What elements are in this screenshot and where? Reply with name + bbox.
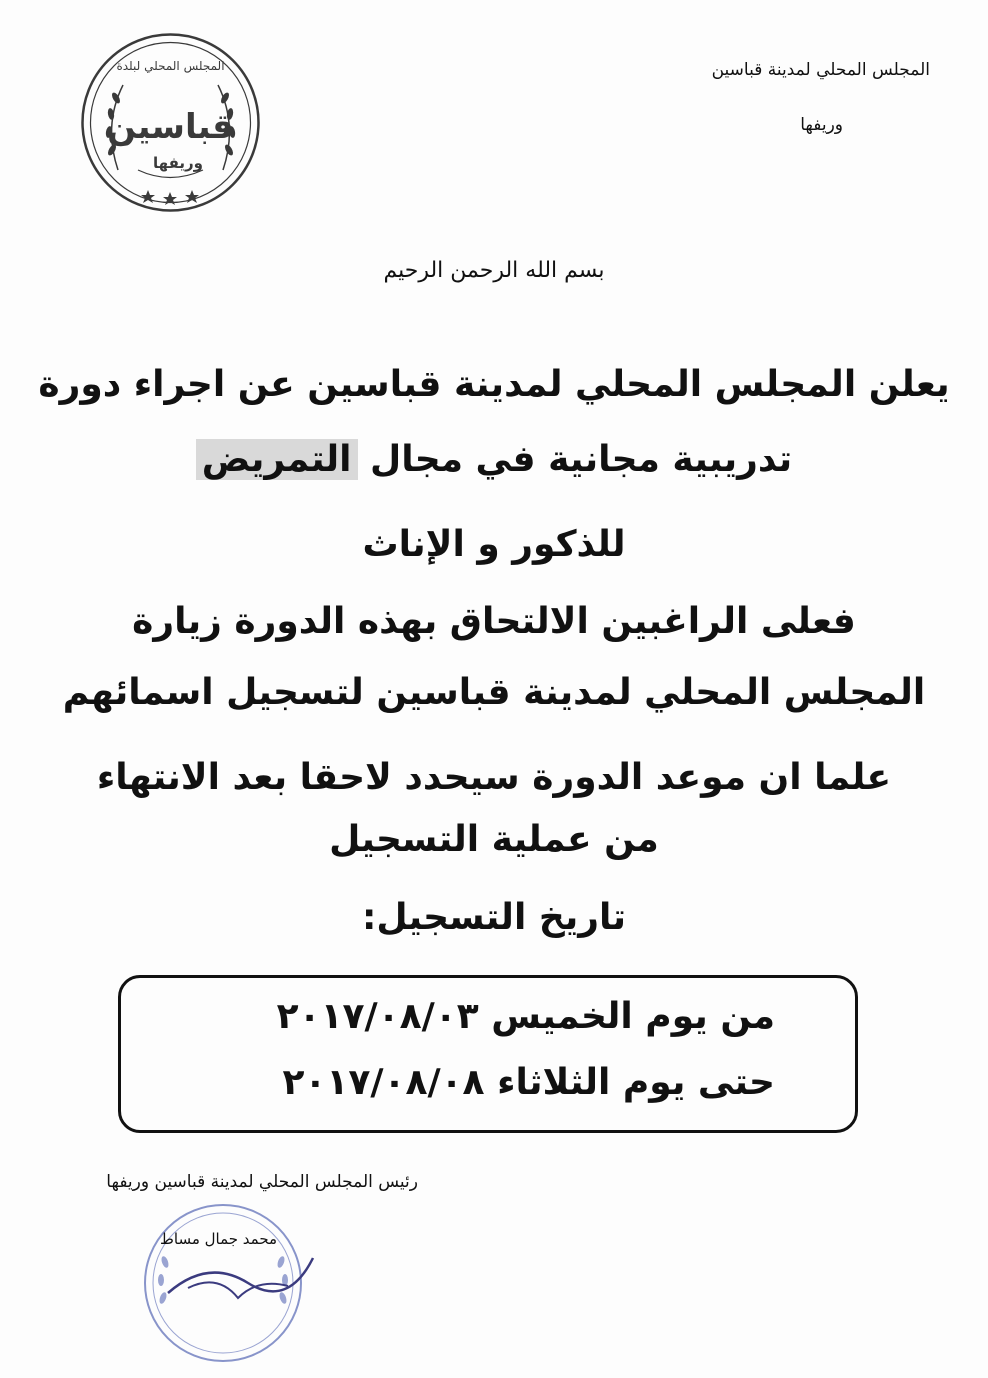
seal-ring-text: المجلس المحلي لبلدة <box>116 59 225 73</box>
announcement-line-7: من عملية التسجيل <box>329 819 659 860</box>
council-seal-logo <box>78 30 263 215</box>
president-title: رئيس المجلس المحلي لمدينة قباسين وريفها <box>106 1172 418 1192</box>
basmala: بسم الله الرحمن الرحيم <box>383 258 605 283</box>
announcement-line-5: المجلس المحلي لمدينة قباسين لتسجيل اسمائهم <box>62 672 926 713</box>
date-to: حتى يوم الثلاثاء ٢٠١٧/٠٨/٠٨ <box>282 1062 775 1103</box>
registration-dates-box <box>118 975 858 1133</box>
highlighted-field: التمريض <box>196 439 358 480</box>
registration-date-heading: تاريخ التسجيل: <box>361 897 627 938</box>
signature-stamp <box>128 1188 318 1368</box>
announcement-line-3: للذكور و الإناث <box>362 524 626 565</box>
header-org-sub: وريفها <box>800 115 843 135</box>
announcement-line-2-text: تدريبية مجانية في مجال <box>357 439 793 480</box>
announcement-line-6: علما ان موعد الدورة سيحدد لاحقا بعد الانتهاء <box>96 757 892 798</box>
header-org-name: المجلس المحلي لمدينة قباسين <box>711 60 930 80</box>
announcement-line-2 <box>0 440 988 480</box>
seal-name: قباسين <box>107 107 234 147</box>
date-from: من يوم الخميس ٢٠١٧/٠٨/٠٣ <box>276 996 775 1037</box>
signer-name: محمد جمال مساط <box>160 1230 278 1248</box>
seal-sub: وريفها <box>153 154 203 172</box>
announcement-line-1: يعلن المجلس المحلي لمدينة قباسين عن اجراء دورة <box>38 364 950 405</box>
announcement-line-4: فعلى الراغبين الالتحاق بهذه الدورة زيارة <box>132 601 856 642</box>
